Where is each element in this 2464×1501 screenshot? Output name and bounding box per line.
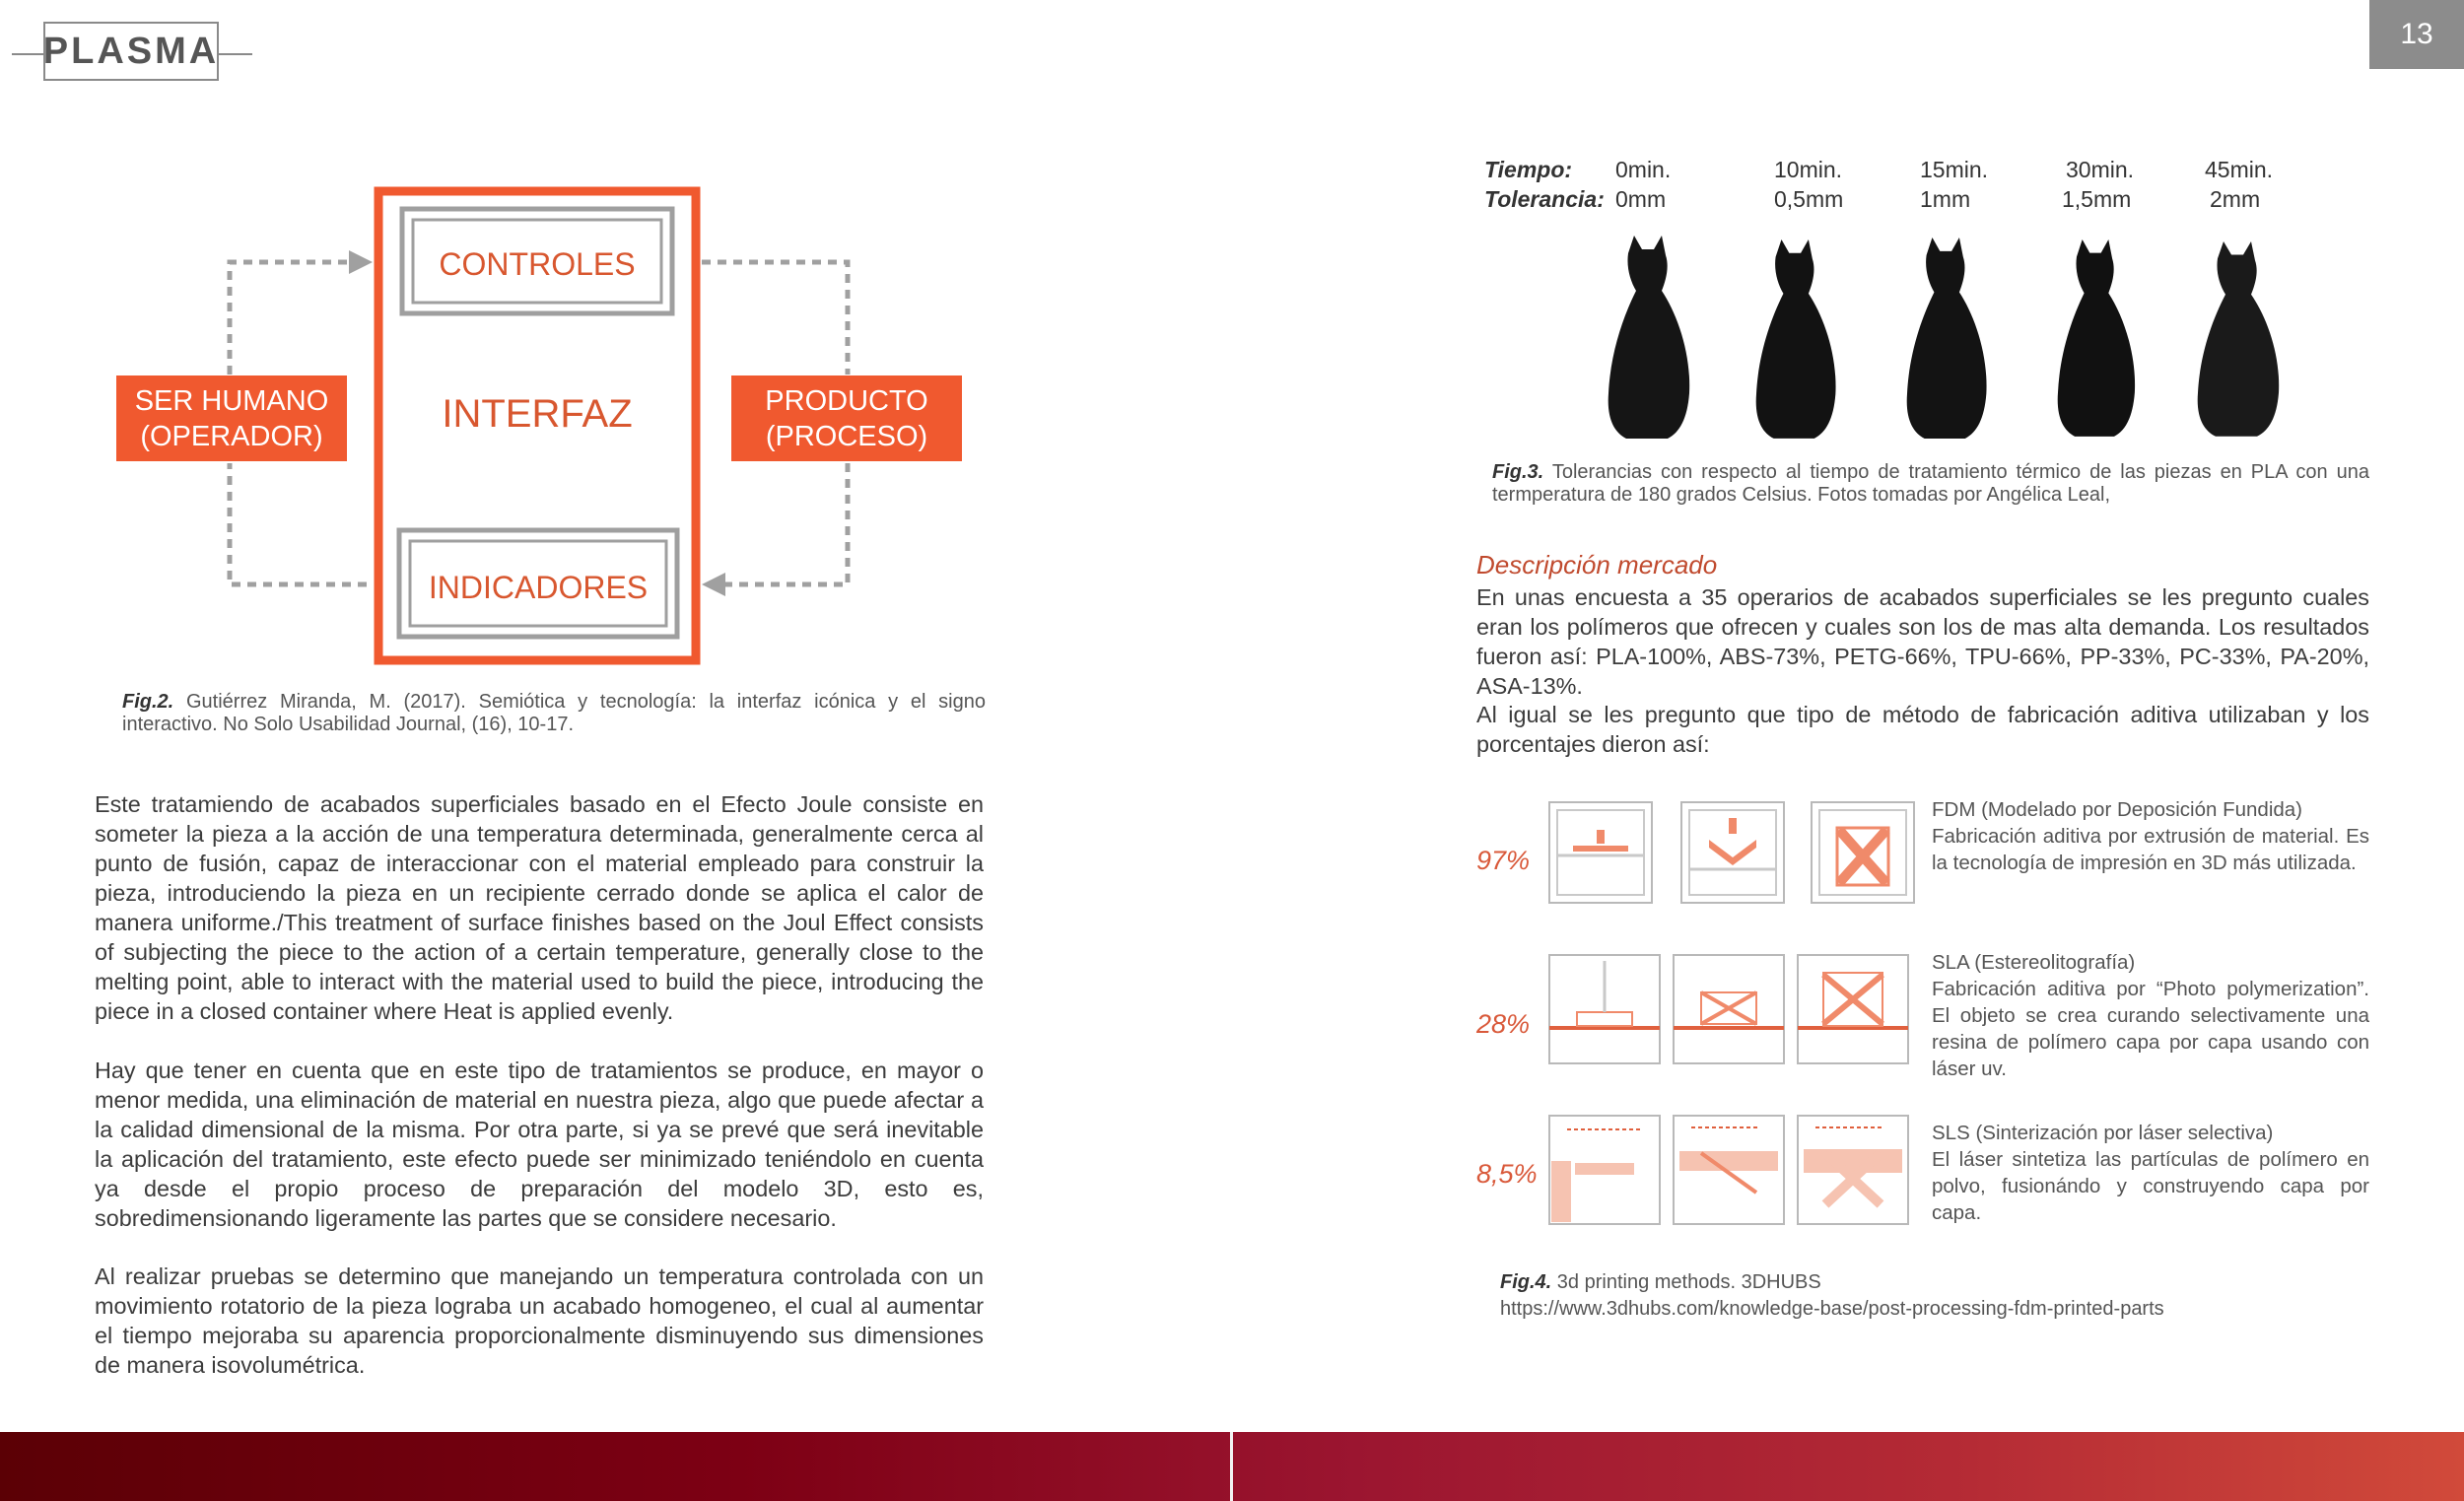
cat-photos: [1597, 232, 2306, 443]
arrow-head-right: [349, 250, 373, 274]
method-percent-fdm: 97%: [1476, 846, 1531, 875]
fig2-text: Gutiérrez Miranda, M. (2017). Semiótica y tecnología: la interfaz icónica y el signo interactivo. No Solo Usabilidad Journal, (16), 10-17.: [122, 691, 986, 735]
sls-printer-2: [1674, 1116, 1784, 1224]
interface-label: INTERFAZ: [442, 392, 633, 436]
market-paragraph-2: Al igual se les pregunto que tipo de método de fabricación aditiva utilizaban y los porcentajes dieron así:: [1476, 702, 2369, 757]
fig4-label: Fig.4.: [1500, 1271, 1552, 1293]
sls-illustrations: [1547, 1114, 1942, 1226]
left-paragraph-2: Hay que tener en cuenta que en este tipo de tratamientos se produce, en mayor o menor medida, una eliminación de material en nuestra pieza, algo que puede afectar a la calidad dimensional de la misma. Por otra parte, si ya se prevé que será inevitable la aplicación del tratamiento, este efecto puede ser minimizado teniéndolo en cuenta ya desde el propio proceso de preparación del modelo 3D, esto es, sobredimensionando ligeramente las partes que se considere necesario.: [95, 1058, 984, 1231]
method-percent-sla: 28%: [1476, 1009, 1531, 1039]
fig3-text: Tolerancias con respecto al tiempo de tratamiento térmico de las piezas en PLA con una termperatura de 180 grados Celsius. Fotos tomadas por Angélica Leal,: [1492, 461, 2369, 506]
connector-indicators-to-human: [230, 463, 367, 584]
fig4-text: 3d printing methods. 3DHUBS: [1556, 1271, 1821, 1293]
time-col-0: 0min.: [1615, 157, 1672, 182]
sls-printer-3: [1798, 1116, 1908, 1224]
brand-logo: [43, 22, 219, 81]
human-label-line2: (OPERADOR): [140, 421, 323, 452]
method-percent-sls: 8,5%: [1476, 1159, 1538, 1189]
fdm-printer-1: [1549, 802, 1652, 903]
cat-30min: [2058, 239, 2135, 437]
logo-line-left: [12, 53, 43, 55]
method-sla-title: SLA (Estereolitografía): [1932, 951, 2136, 974]
method-sls-title: SLS (Sinterización por láser selectiva): [1932, 1122, 2274, 1144]
left-paragraph-1: Este tratamiendo de acabados superficiales basado en el Efecto Joule consiste en someter la pieza a la acción de una temperatura determinada, generalmente cerca al punto de fusión, capaz de interaccionar con el material empleado para construir la pieza, introduciendo la pieza en un recipiente cerrado donde se aplica el calor de manera uniforme./This treatment of surface finishes based on the Joul Effect consists of subjecting the piece to the action of a certain temperature, generally close to the melting point, able to interact with the material used to build the piece, introducing the piece in a closed container where Heat is applied evenly.: [95, 791, 984, 1024]
human-label-line1: SER HUMANO: [134, 385, 329, 417]
method-sla-desc: Fabricación aditiva por “Photo polymerization”. El objeto se crea curando selectivamente una resina de polímero capa por capa usando con láser uv.: [1932, 978, 2369, 1080]
fig3-label: Fig.3.: [1492, 461, 1544, 483]
market-paragraph-1: En unas encuesta a 35 operarios de acabados superficiales se les pregunto cuales eran los polímeros que ofrecen y cuales son los de mas alta demanda. Los resultados fueron así: PLA-100%, ABS-73%, PETG-66%, TPU-66%, PP-33%, PC-33%, PA-20%, ASA-13%.: [1476, 584, 2369, 699]
sla-printer-3: [1798, 955, 1908, 1063]
left-paragraph-3: Al realizar pruebas se determino que manejando un temperatura controlada con un movimiento rotatorio de la pieza lograba un acabado homogeneo, el cual al aumentar el tiempo mejoraba su aparencia proporcionalmente disminuyendo sus dimensiones de manera isovolumétrica.: [95, 1263, 984, 1378]
product-label-line1: PRODUCTO: [765, 385, 928, 417]
cat-10min: [1756, 239, 1836, 439]
method-fdm-title: FDM (Modelado por Deposición Fundida): [1932, 798, 2303, 821]
cat-45min: [2198, 241, 2279, 437]
indicators-label: INDICADORES: [428, 570, 649, 605]
tolerance-col-0: 0mm: [1615, 186, 1667, 212]
method-sls: [1932, 1120, 2369, 1226]
time-col-3: 30min.: [2066, 157, 2135, 182]
page-spine-divider: [1230, 1432, 1233, 1501]
method-sls-desc: El láser sintetiza las partículas de polímero en polvo, fusionándo y construyendo capa por capa.: [1932, 1148, 2369, 1224]
brand-name: PLASMA: [42, 30, 220, 72]
arrow-head-left: [702, 573, 725, 596]
time-label: Tiempo:: [1484, 157, 1573, 182]
product-label-line2: (PROCESO): [765, 421, 928, 452]
tolerance-col-3: 1,5mm: [2062, 186, 2132, 212]
fig4-caption: [1500, 1269, 2367, 1323]
fig2-caption: [122, 691, 986, 736]
logo-line-right: [219, 53, 252, 55]
fig4-url[interactable]: https://www.3dhubs.com/knowledge-base/post-processing-fdm-printed-parts: [1500, 1298, 2164, 1320]
time-col-2: 15min.: [1920, 157, 1989, 182]
tolerance-col-1: 0,5mm: [1774, 186, 1844, 212]
fig3-caption: [1492, 461, 2369, 507]
cat-0min: [1608, 236, 1689, 439]
connector-controls-to-product: [702, 262, 848, 375]
interface-diagram: [99, 177, 986, 680]
connector-human-to-controls: [230, 262, 350, 375]
page-number-text: 13: [2400, 18, 2433, 50]
method-fdm: [1932, 796, 2369, 876]
controls-label: CONTROLES: [439, 246, 636, 282]
market-heading: Descripción mercado: [1476, 550, 1718, 580]
fig2-label: Fig.2.: [122, 691, 174, 713]
time-col-4: 45min.: [2205, 157, 2274, 182]
connector-product-to-indicators: [719, 463, 848, 584]
time-col-1: 10min.: [1774, 157, 1843, 182]
cat-15min: [1907, 238, 1987, 439]
tolerance-col-4: 2mm: [2210, 186, 2261, 212]
fdm-printer-2: [1681, 802, 1784, 903]
sla-printer-2: [1674, 955, 1784, 1063]
page-number: [2369, 0, 2464, 69]
tolerance-label: Tolerancia:: [1484, 186, 1605, 212]
sla-illustrations: [1547, 953, 1942, 1065]
fdm-printer-3: [1812, 802, 1914, 903]
sla-printer-1: [1549, 955, 1660, 1063]
fdm-illustrations: [1547, 800, 1942, 907]
tolerance-col-2: 1mm: [1920, 186, 1971, 212]
method-fdm-desc: Fabricación aditiva por extrusión de material. Es la tecnología de impresión en 3D más utilizada.: [1932, 825, 2369, 874]
sls-printer-1: [1549, 1116, 1660, 1224]
method-sla: [1932, 949, 2369, 1082]
